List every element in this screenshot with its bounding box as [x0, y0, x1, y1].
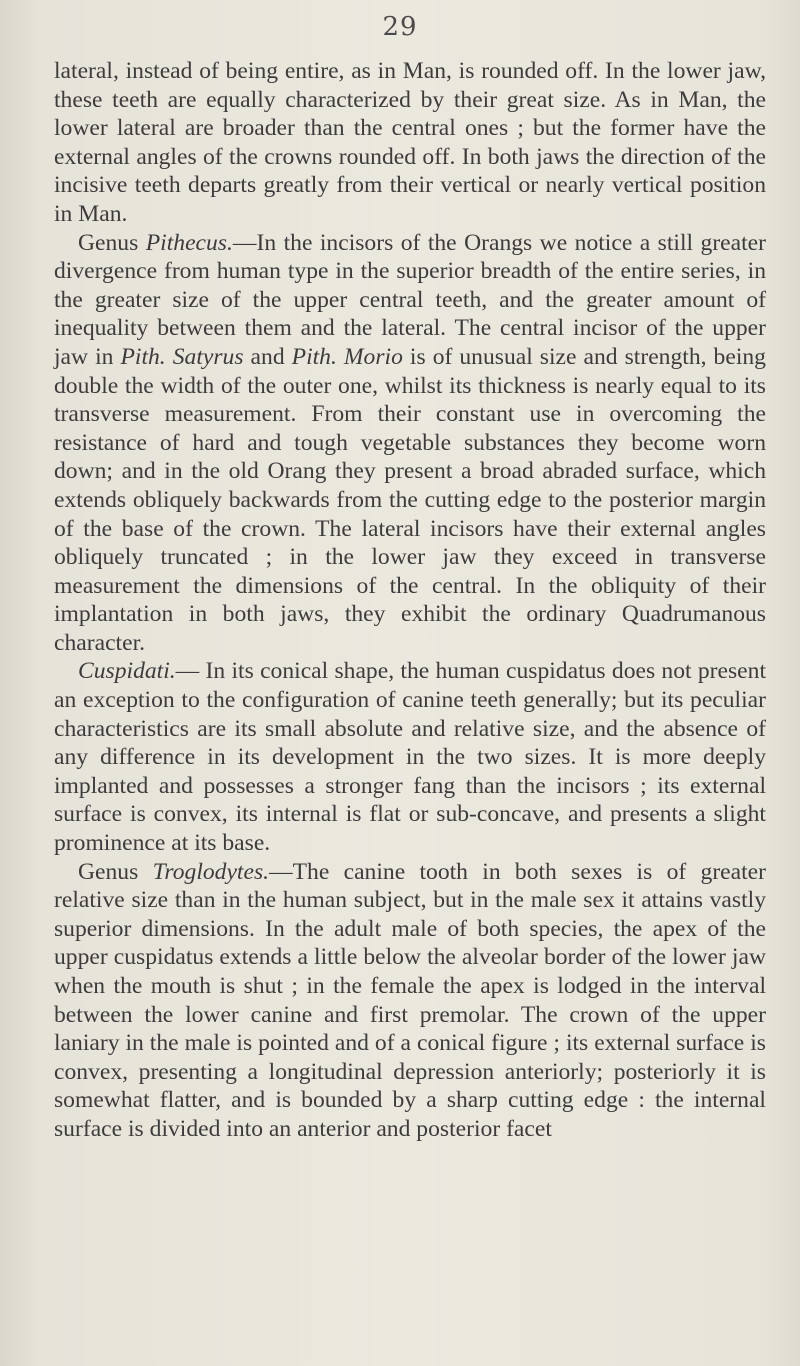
text-segment: —In the incisors of the Orangs we notice a still greater divergence from human type in the superior breadth of the entire series, in the greater size of the upper central teeth, and the greater amount of inequality between them and the lateral. The central incisor of the upper jaw in — [54, 229, 767, 370]
text-segment: and — [243, 343, 292, 370]
paragraph-cuspidati — [54, 657, 766, 857]
paragraph-pithecus — [54, 229, 766, 658]
text-segment: Genus — [78, 229, 146, 256]
text-segment: is of unusual size and strength, being double the width of the outer one, whilst its thickness is nearly equal to its transverse measurement. From their constant use in overcoming the resistance of hard and tough vegetable substances they become worn down; and in the old Orang they present a broad abraded surface, which extends obliquely backwards from the cutting edge to the posterior margin of the base of the crown. The lateral incisors have their external angles obliquely truncated ; in the lower jaw they exceed in transverse measurement the dimensions of the central. In the obliquity of their implantation in both jaws, they exhibit the ordinary Quadrumanous character. — [54, 343, 766, 656]
text-segment: — In its conical shape, the human cuspidatus does not present an exception to the configuration of canine teeth generally; but its peculiar characteristics are its small absolute and relative size, and the absence of any difference in its development in the two sizes. It is more deeply implanted and possesses a stronger fang than the incisors ; its external surface is convex, its internal is flat or sub-concave, and presents a slight prominence at its base. — [54, 658, 766, 857]
paragraph — [54, 57, 766, 229]
genus-name: Troglodytes. — [152, 858, 270, 885]
text-segment: Genus — [78, 858, 153, 885]
species-name: Pith. Satyrus — [120, 343, 244, 370]
body-text — [54, 57, 766, 1144]
section-heading: Cuspidati. — [78, 658, 176, 685]
genus-name: Pithecus. — [145, 229, 233, 256]
text-segment: —The canine tooth in both sexes is of greater relative size than in the human subject, but in the male sex it attains vastly superior dimensions. In the adult male of both species, the apex of the upper cuspidatus extends a little below the alveolar border of the lower jaw when the mouth is shut ; in the female the apex is lodged in the interval between the lower canine and first premolar. The crown of the upper laniary in the male is pointed and of a conical figure ; its external surface is convex, presenting a longitudinal depression anteriorly; posteriorly it is somewhat flatter, and is bounded by a sharp cutting edge : the internal surface is divided into an anterior and posterior facet — [54, 858, 767, 1142]
paragraph-troglodytes — [54, 858, 766, 1144]
species-name: Pith. Morio — [291, 343, 403, 370]
page-number: 29 — [382, 12, 418, 42]
text-segment: lateral, instead of being entire, as in Man, is rounded off. In the lower jaw, these teeth are equally characterized by their great size. As in Man, the lower lateral are broader than the central ones ; but the former have the external angles of the crowns rounded off. In both jaws the direction of the incisive teeth departs greatly from their vertical or nearly vertical position in Man. — [54, 58, 766, 227]
